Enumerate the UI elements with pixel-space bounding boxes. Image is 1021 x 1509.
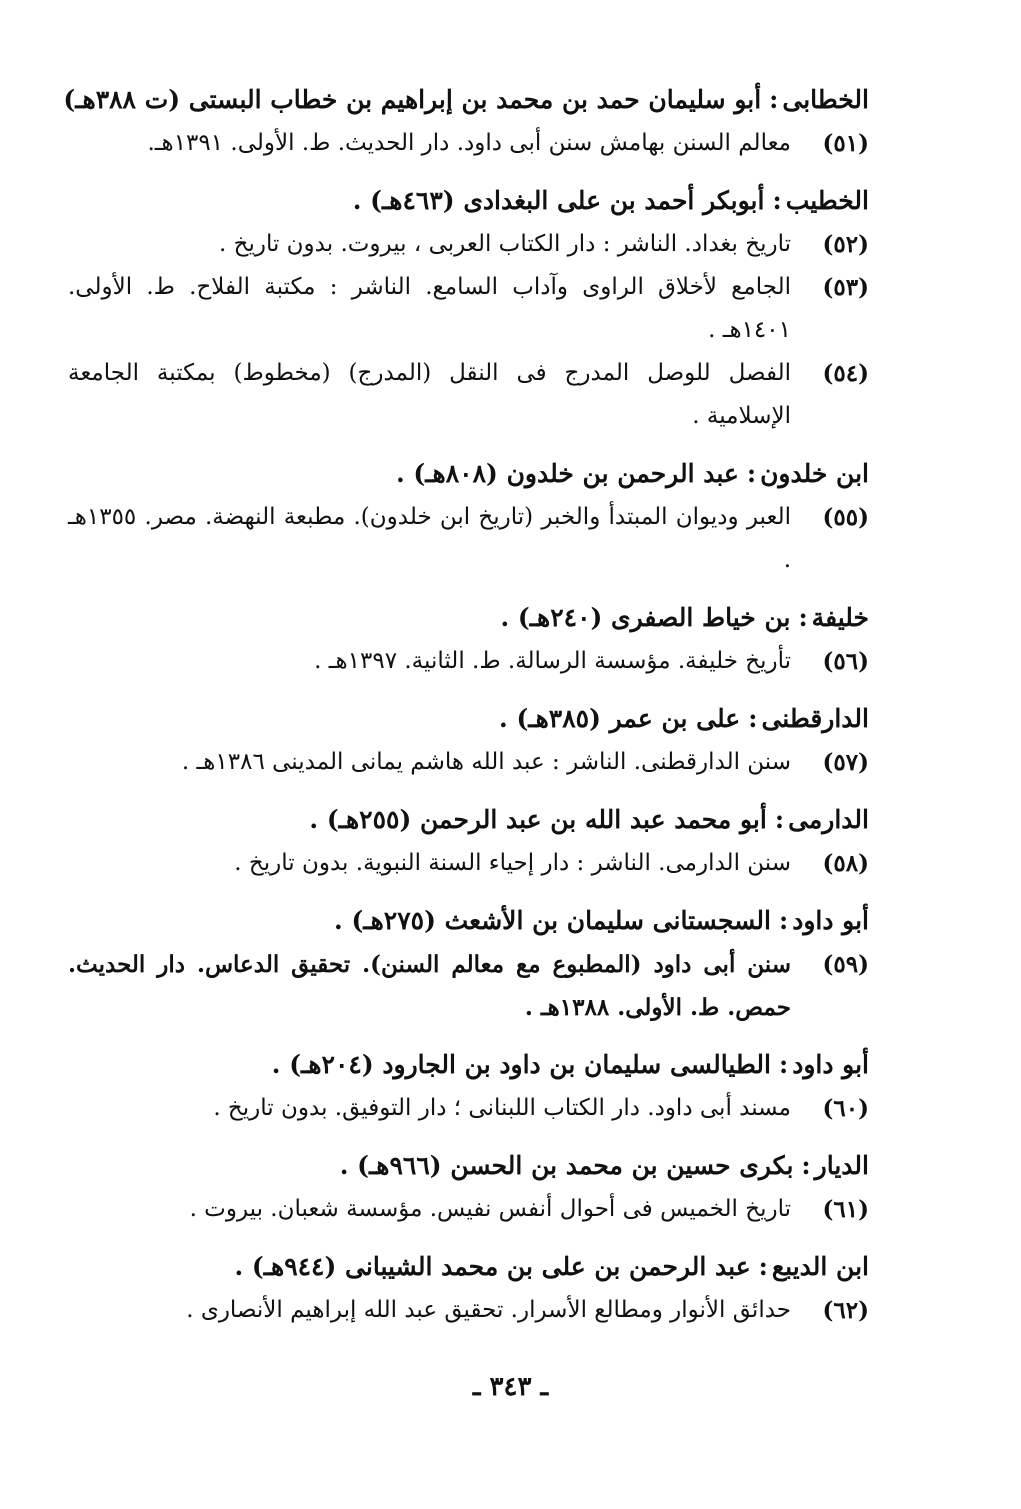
- author-name: الدارقطنى: [761, 704, 869, 733]
- entry-author-line: [68, 1144, 869, 1188]
- bibliography-entry: [68, 899, 869, 1029]
- page-number: ـ ٣٤٣ ـ: [472, 1372, 549, 1402]
- work-item: [68, 842, 869, 885]
- author-details: أبو سليمان حمد بن محمد بن إبراهيم بن خطاب البستى (ت ٣٨٨هـ): [63, 85, 762, 114]
- author-separator: :: [778, 906, 789, 935]
- author-details: عبد الرحمن بن خلدون (٨٠٨هـ) .: [395, 459, 739, 488]
- author-name: الخطابى: [782, 85, 869, 114]
- author-name: أبو داود: [792, 1050, 869, 1079]
- bibliography-entry: [68, 697, 869, 784]
- work-number: (٥٣): [822, 274, 869, 301]
- bibliography-entry: [68, 179, 869, 438]
- author-name: الدارمى: [788, 805, 869, 834]
- work-number: (٥٢): [822, 231, 869, 258]
- work-number: (٥٦): [822, 648, 869, 675]
- work-number: (٦٢): [822, 1297, 869, 1324]
- work-item: [68, 943, 869, 1029]
- work-text: العبر وديوان المبتدأ والخبر (تاريخ ابن خلدون). مطبعة النهضة. مصر. ١٣٥٥هـ .: [68, 504, 791, 573]
- bibliography-entry: [68, 452, 869, 582]
- work-item: [68, 496, 869, 582]
- author-separator: :: [772, 186, 782, 215]
- work-number: (٦٠): [822, 1095, 869, 1122]
- work-text: سنن أبى داود (المطبوع مع معالم السنن). تحقيق الدعاس. دار الحديث. حمص. ط. الأولى. ١٣٨٨هـ .: [68, 951, 791, 1021]
- work-text: تأريخ خليفة. مؤسسة الرسالة. ط. الثانية. ١٣٩٧هـ .: [314, 648, 791, 674]
- work-item: [68, 741, 869, 784]
- entry-author-line: [68, 179, 869, 223]
- author-name: أبو داود: [792, 906, 869, 935]
- author-name: الديار: [814, 1151, 869, 1180]
- author-separator: :: [758, 1252, 768, 1281]
- work-text: حدائق الأنوار ومطالع الأسرار. تحقيق عبد الله إبراهيم الأنصارى .: [186, 1297, 791, 1323]
- bibliography-entry: [63, 78, 869, 165]
- entry-author-line: [68, 596, 869, 640]
- entry-author-line: [68, 452, 869, 496]
- entry-author-line: [68, 1245, 869, 1289]
- work-text: الجامع لأخلاق الراوى وآداب السامع. الناشر : مكتبة الفلاح. ط. الأولى. ١٤٠١هـ .: [68, 274, 791, 343]
- author-separator: :: [769, 85, 779, 114]
- author-details: أبوبكر أحمد بن على البغدادى (٤٦٣هـ) .: [352, 186, 765, 215]
- author-details: على بن عمر (٣٨٥هـ) .: [499, 704, 741, 733]
- entry-author-line: [68, 1043, 869, 1087]
- author-details: عبد الرحمن بن على بن محمد الشيبانى (٩٤٤هـ) .: [234, 1252, 751, 1281]
- author-details: بن خياط الصفرى (٢٤٠هـ) .: [500, 603, 791, 632]
- author-name: ابن خلدون: [760, 459, 869, 488]
- work-text: معالم السنن بهامش سنن أبى داود. دار الحديث. ط. الأولى. ١٣٩١هـ.: [147, 130, 791, 156]
- entry-author-line: [68, 697, 869, 741]
- bibliography-entry: [68, 1043, 869, 1130]
- work-text: مسند أبى داود. دار الكتاب اللبنانى ؛ دار التوفيق. بدون تاريخ .: [213, 1095, 791, 1121]
- work-item: [68, 1087, 869, 1130]
- work-number: (٥٤): [822, 360, 869, 387]
- work-item: [68, 640, 869, 683]
- bibliography-entry: [68, 798, 869, 885]
- work-text: سنن الدارقطنى. الناشر : عبد الله هاشم يمانى المدينى ١٣٨٦هـ .: [181, 749, 791, 775]
- author-separator: :: [801, 1151, 811, 1180]
- work-number: (٦١): [822, 1196, 869, 1223]
- author-separator: :: [746, 459, 757, 488]
- work-item: [68, 352, 869, 438]
- entry-author-line: [68, 798, 869, 842]
- author-details: أبو محمد عبد الله بن عبد الرحمن (٢٥٥هـ) .: [309, 805, 767, 834]
- author-details: الطيالسى سليمان بن داود بن الجارود (٢٠٤هـ) .: [271, 1050, 771, 1079]
- work-text: الفصل للوصل المدرج فى النقل (المدرج) (مخطوط) بمكتبة الجامعة الإسلامية .: [68, 360, 791, 429]
- author-separator: :: [778, 1050, 789, 1079]
- author-name: الخطيب: [785, 186, 869, 215]
- author-name: ابن الديبع: [771, 1252, 869, 1281]
- author-separator: :: [798, 603, 808, 632]
- work-item: [68, 223, 869, 266]
- work-number: (٥٧): [822, 749, 869, 776]
- author-separator: :: [748, 704, 758, 733]
- author-details: بكرى حسين بن محمد بن الحسن (٩٦٦هـ) .: [339, 1151, 794, 1180]
- work-item: [68, 266, 869, 352]
- author-details: السجستانى سليمان بن الأشعث (٢٧٥هـ) .: [334, 906, 771, 935]
- entry-author-line: [63, 78, 869, 122]
- work-number: (٥٩): [822, 951, 869, 978]
- entry-author-line: [68, 899, 869, 943]
- work-number: (٥١): [822, 130, 869, 157]
- bibliography-entry: [68, 596, 869, 683]
- bibliography-entry: [68, 1245, 869, 1332]
- work-text: تاريخ الخميس فى أحوال أنفس نفيس. مؤسسة شعبان. بيروت .: [189, 1196, 791, 1222]
- work-number: (٥٥): [822, 504, 869, 531]
- author-name: خليفة: [811, 603, 869, 632]
- author-separator: :: [774, 805, 785, 834]
- work-text: سنن الدارمى. الناشر : دار إحياء السنة النبوية. بدون تاريخ .: [234, 850, 791, 876]
- work-item: [68, 1289, 869, 1332]
- work-text: تاريخ بغداد. الناشر : دار الكتاب العربى ، بيروت. بدون تاريخ .: [218, 231, 791, 257]
- work-item: [68, 1188, 869, 1231]
- work-number: (٥٨): [822, 850, 869, 877]
- work-item: [68, 122, 869, 165]
- bibliography-entry: [68, 1144, 869, 1231]
